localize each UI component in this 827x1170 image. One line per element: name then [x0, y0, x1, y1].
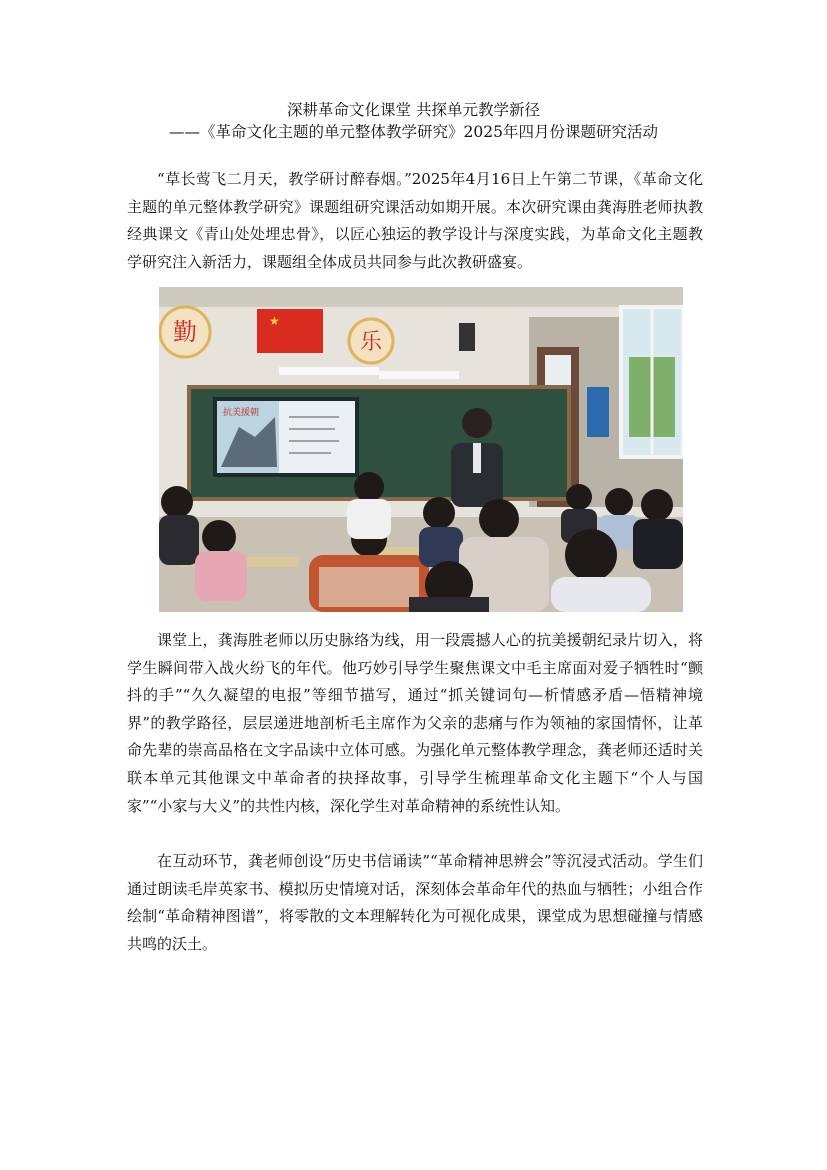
- svg-text:勤: 勤: [173, 318, 197, 346]
- classroom-photo: [159, 287, 683, 612]
- wall-sign-right: [349, 319, 393, 363]
- svg-text:★: ★: [269, 314, 280, 328]
- paragraph-intro: “草长莺飞二月天，教学研讨醉春烟。”2025年4月16日上午第二节课，《革命文化主题的单元整体教学研究》课题组研究课活动如期开展。本次研究课由龚海胜老师执教经典课文《青山处处埋忠骨》，以匠心独运的教学设计与深度实践，为革命文化主题教学研究注入新活力，课题组全体成员共同参与此次教研盛宴。: [127, 170, 703, 271]
- wall-sign-left: [160, 307, 210, 357]
- svg-text:乐: 乐: [359, 330, 383, 355]
- svg-text:抗美援朝: 抗美援朝: [223, 408, 260, 418]
- document-title: 深耕革命文化课堂 共探单元教学新径: [287, 101, 540, 119]
- paragraph-interaction: 在互动环节，龚老师创设“历史书信诵读”“革命精神思辨会”等沉浸式活动。学生们通过朗读毛岸英家书、模拟历史情境对话，深刻体会革命年代的热血与牺牲；小组合作绘制“革命精神图谱”，将零散的文本理解转化为可视化成果，课堂成为思想碰撞与情感共鸣的沃土。: [127, 852, 703, 953]
- paragraph-lesson: 课堂上，龚海胜老师以历史脉络为线，用一段震撼人心的抗美援朝纪录片切入，将学生瞬间带入战火纷飞的年代。他巧妙引导学生聚焦课文中毛主席面对爱子牺牲时“颤抖的手”“久久凝望的电报”等细节描写，通过“抓关键词句—析情感矛盾—悟精神境界”的教学路径，层层递进地剖析毛主席作为父亲的悲痛与作为领袖的家国情怀，让革命先辈的崇高品格在文字品读中立体可感。为强化单元整体教学理念，龚老师还适时关联本单元其他课文中革命者的抉择故事，引导学生梳理革命文化主题下“个人与国家”“小家与大义”的共性内核，深化学生对革命精神的系统性认知。: [127, 631, 703, 815]
- flag-shape: [257, 309, 323, 353]
- document-subtitle: ——《革命文化主题的单元整体教学研究》2025年四月份课题研究活动: [169, 123, 658, 141]
